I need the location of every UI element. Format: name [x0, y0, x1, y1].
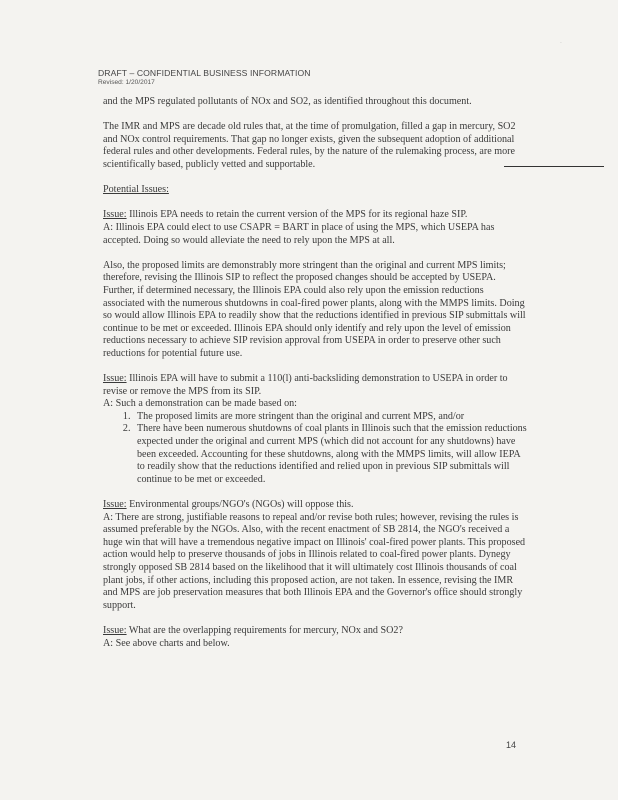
- intro-paragraph-1: and the MPS regulated pollutants of NOx and SO2, as identified throughout this document.: [103, 96, 472, 107]
- document-body: [103, 96, 527, 650]
- issue-2-text: Illinois EPA will have to submit a 110(l) anti-backsliding demonstration to USEPA in order to revise or remove the MPS from its SIP.: [103, 373, 508, 397]
- issue-4-text: What are the overlapping requirements for mercury, NOx and SO2?: [126, 624, 403, 636]
- issue-3-text: Environmental groups/NGO's (NGOs) will oppose this.: [126, 499, 354, 510]
- issue-1-answer: A: Illinois EPA could elect to use CSAPR = BART in place of using the MPS, which USEPA has accepted. Doing so would alleviate the need to rely upon the MPS at all.: [103, 221, 495, 246]
- issue-1-text: Illinois EPA needs to retain the current version of the MPS for its regional haze SIP.: [126, 209, 468, 221]
- issue-3-label: Issue:: [103, 499, 127, 510]
- header-title: DRAFT – CONFIDENTIAL BUSINESS INFORMATION: [98, 68, 311, 78]
- issue-4: [103, 625, 527, 638]
- page-number: 14: [506, 740, 517, 750]
- issue-1-label: Issue:: [103, 209, 127, 221]
- page-header: [98, 68, 311, 86]
- list-item: 1. The proposed limits are more stringent than the original and current MPS, and/or: [133, 411, 527, 424]
- issue-3: [103, 499, 527, 512]
- issue-2-list: [103, 411, 527, 487]
- issue-4-label: Issue:: [103, 624, 127, 636]
- issue-2: [103, 373, 527, 398]
- intro-paragraph-2: The IMR and MPS are decade old rules that, at the time of promulgation, filled a gap in mercury, SO2 and NOx control requirements. That gap no longer exists, given the subsequent adoption of additional federal rules and other developments. Federal rules, by the nature of the rulemaking process, are more scientifically based, publicly vetted and supportable.: [103, 121, 516, 170]
- issue-1: [103, 209, 527, 222]
- header-revised-date: Revised: 1/20/2017: [98, 79, 155, 86]
- issue-2-label: Issue:: [103, 373, 127, 385]
- scan-mark: ·: [560, 40, 562, 47]
- issue-4-answer: A: See above charts and below.: [103, 637, 230, 649]
- issue-3-answer: A: There are strong, justifiable reasons to repeal and/or revise both rules; however, revising the rules is assumed preferable by the NGOs. Also, with the recent enactment of SB 2814, the NGO's received a huge win that will have a tremendous negative impact on Illinois' coal-fired power plants. This proposed action would help to preserve thousands of jobs in Illinois related to coal-fired power plants. Dynegy strongly opposed SB 2814 based on the likelihood that it will ultimately cost Illinois thousands of coal plant jobs, if other actions, including this proposed action, are not taken. In essence, revising the IMR and MPS are job preservation measures that both Illinois EPA and the Governor's office should strongly support.: [103, 511, 526, 611]
- issue-1-also-paragraph: Also, the proposed limits are demonstrably more stringent than the original and current MPS limits; therefore, revising the Illinois SIP to reflect the proposed changes should be accepted by USEPA. Further, if determined necessary, the Illinois EPA could also rely upon the emission reductions associated with the numerous shutdowns in coal-fired power plants, along with the MMPS limits. Doing so would allow Illinois EPA to readily show that the reductions identified in previous SIP submittals will continue to be met or exceeded. Illinois EPA should only identify and rely upon the level of emission reductions necessary to achieve SIP revision approval from USEPA in order to preserve other such reductions for potential future use.: [103, 259, 526, 359]
- list-item: 2. There have been numerous shutdowns of coal plants in Illinois such that the emission reductions expected under the original and current MPS (which did not account for any shutdowns) have been exceeded. Accounting for these shutdowns, along with the MMPS limits, will allow IEPA to readily show that the reductions identified and relied upon in previous SIP submittals will continue to be met or exceeded.: [133, 423, 527, 486]
- issue-2-answer: A: Such a demonstration can be made based on:: [103, 398, 297, 410]
- potential-issues-heading: Potential Issues:: [103, 184, 169, 196]
